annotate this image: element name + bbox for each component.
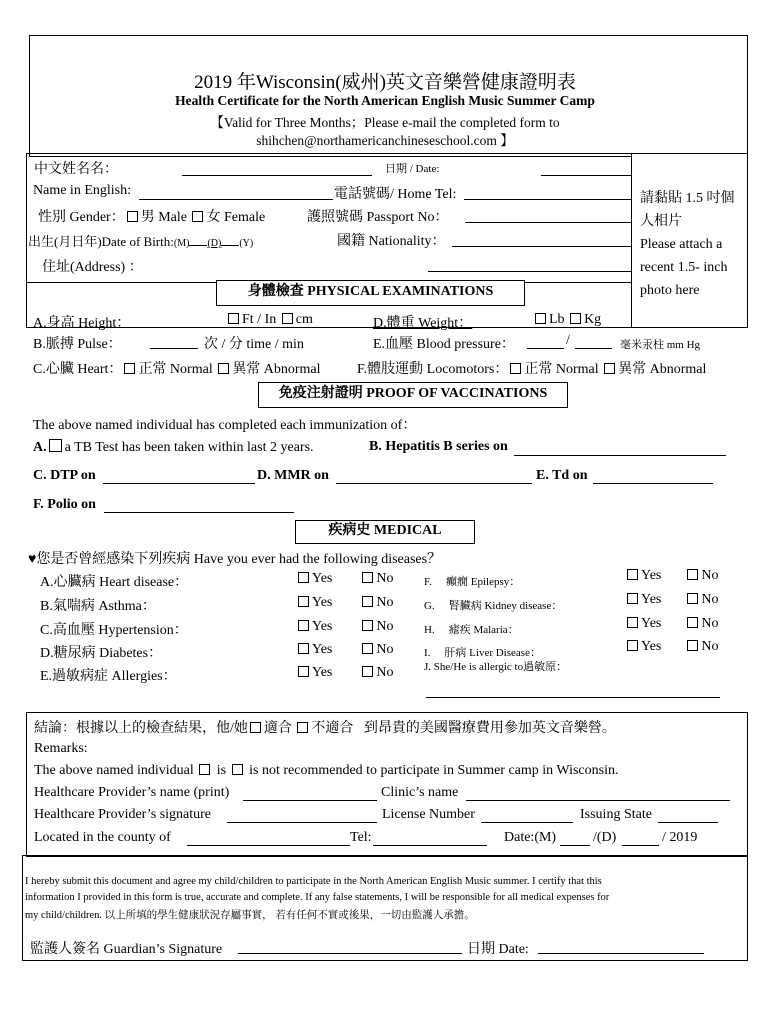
photo-instruction-en: Please attach a recent 1.5- inch photo here bbox=[640, 237, 728, 298]
gender-row bbox=[38, 206, 265, 226]
loco-normal-checkbox[interactable] bbox=[510, 363, 521, 374]
medical-header: 疾病史 MEDICAL bbox=[295, 520, 475, 544]
no-checkbox[interactable] bbox=[687, 593, 698, 604]
lb-checkbox[interactable] bbox=[535, 313, 546, 324]
heart-abnormal-label: 異常 Abnormal bbox=[232, 362, 321, 377]
no-label: No bbox=[376, 595, 394, 610]
yes-no-group bbox=[625, 592, 719, 608]
county-label: Located in the county of bbox=[34, 830, 171, 845]
chinese-name-label: 中文姓名名： bbox=[34, 162, 118, 177]
male-checkbox[interactable] bbox=[127, 211, 138, 222]
no-checkbox[interactable] bbox=[687, 569, 698, 580]
no-checkbox[interactable] bbox=[362, 666, 373, 677]
clinic-label: Clinic’s name bbox=[381, 785, 459, 800]
date-y-label: / 2019 bbox=[662, 830, 698, 845]
ft-in-label: Ft / In bbox=[242, 312, 277, 327]
locomotors-label: F.體肢運動 Locomotors： bbox=[357, 362, 509, 377]
pulse-label: B.脈搏 Pulse： bbox=[33, 337, 122, 352]
yes-checkbox[interactable] bbox=[298, 666, 309, 677]
fit-checkbox[interactable] bbox=[250, 722, 261, 733]
recommend-row bbox=[34, 763, 618, 779]
issuing-field[interactable] bbox=[658, 822, 718, 823]
disease-label: C.高血壓 Hypertension： bbox=[40, 623, 188, 638]
no-label: No bbox=[701, 592, 719, 607]
guardian-line2: information I provided in this form is true, accurate and complete. If any false statements, I will be responsible for all medical expenses for bbox=[25, 892, 610, 903]
english-name-field[interactable] bbox=[139, 199, 333, 200]
guardian-line1: I hereby submit this document and agree my child/children to participate in the North American English Music summer. I certify that this bbox=[25, 876, 602, 887]
disease-label: E.過敏病症 Allergies： bbox=[40, 669, 177, 684]
locomotors-row bbox=[357, 358, 706, 378]
yes-label: Yes bbox=[312, 665, 333, 680]
female-checkbox[interactable] bbox=[192, 211, 203, 222]
no-checkbox[interactable] bbox=[687, 617, 698, 628]
kg-checkbox[interactable] bbox=[570, 313, 581, 324]
home-tel-field[interactable] bbox=[464, 199, 631, 200]
disease-row bbox=[424, 621, 519, 637]
fit-label: 適合 bbox=[263, 721, 292, 736]
yes-checkbox[interactable] bbox=[627, 569, 638, 580]
medical-question: ♥您是否曾經感染下列疾病 Have you ever had the following diseases？ bbox=[28, 552, 442, 567]
guardian-line3: my child/children. 以上所填的學生健康狀況存屬事實， 若有任何不實或後果，一切由監護人承擔。 bbox=[25, 910, 475, 921]
no-label: No bbox=[376, 642, 394, 657]
no-label: No bbox=[701, 568, 719, 583]
bp-slash: / bbox=[566, 333, 570, 348]
disease-label: 瘧疾 Malaria： bbox=[448, 624, 519, 636]
tel-field[interactable] bbox=[373, 845, 487, 846]
yes-no-group bbox=[296, 665, 394, 681]
yes-no-group bbox=[625, 639, 719, 655]
provider-name-label: Healthcare Provider’s name (print) bbox=[34, 785, 230, 800]
dob-month: (M) bbox=[173, 238, 190, 249]
no-checkbox[interactable] bbox=[362, 620, 373, 631]
valid-note: 【Valid for Three Months；Please e-mail the completed form to bbox=[210, 115, 560, 130]
heart-normal-label: 正常 Normal bbox=[138, 362, 213, 377]
heart-label: C.心臟 Heart： bbox=[33, 362, 123, 377]
mmr-field[interactable] bbox=[336, 483, 532, 484]
yes-checkbox[interactable] bbox=[298, 596, 309, 607]
county-field[interactable] bbox=[187, 845, 350, 846]
no-label: No bbox=[701, 639, 719, 654]
gender-label: 性別 Gender： bbox=[38, 210, 125, 225]
yes-checkbox[interactable] bbox=[627, 617, 638, 628]
yes-label: Yes bbox=[312, 642, 333, 657]
tel-label: Tel: bbox=[350, 830, 372, 845]
email-line: shihchen@northamericanchineseschool.com 】 bbox=[256, 133, 514, 148]
license-field[interactable] bbox=[481, 822, 573, 823]
a-label: A. bbox=[33, 440, 47, 455]
dob-row bbox=[28, 231, 253, 250]
yes-label: Yes bbox=[641, 568, 662, 583]
yes-no-group bbox=[296, 595, 394, 611]
disease-label: 腎臟病 Kidney disease： bbox=[448, 600, 563, 612]
guardian-date-field[interactable] bbox=[538, 953, 704, 954]
yes-label: Yes bbox=[641, 592, 662, 607]
hep-b-field[interactable] bbox=[514, 455, 726, 456]
yes-checkbox[interactable] bbox=[298, 572, 309, 583]
dob-month-blank[interactable] bbox=[189, 245, 207, 246]
date-d-label: /(D) bbox=[593, 830, 617, 845]
issuing-label: Issuing State bbox=[580, 807, 652, 822]
heart-abnormal-checkbox[interactable] bbox=[218, 363, 229, 374]
heart-row bbox=[33, 358, 320, 378]
tb-checkbox[interactable] bbox=[49, 439, 62, 452]
pulse-unit: 次 / 分 time / min bbox=[204, 337, 304, 352]
home-tel-label: 電話號碼/ Home Tel: bbox=[334, 187, 457, 202]
loco-normal-label: 正常 Normal bbox=[524, 362, 599, 377]
guardian-sig-field[interactable] bbox=[238, 953, 462, 954]
guardian-date-label: 日期 Date: bbox=[467, 942, 529, 957]
yes-label: Yes bbox=[641, 639, 662, 654]
cm-checkbox[interactable] bbox=[282, 313, 293, 324]
vaccinations-header: 免疫注射證明 PROOF OF VACCINATIONS bbox=[258, 382, 568, 408]
is-checkbox[interactable] bbox=[199, 764, 210, 775]
dob-label: 出生(月日年)Date of Birth: bbox=[28, 234, 174, 249]
kg-label: Kg bbox=[584, 312, 602, 327]
disease-label: D.糖尿病 Diabetes： bbox=[40, 646, 163, 661]
disease-letter: G. bbox=[424, 600, 435, 612]
passport-field[interactable] bbox=[465, 222, 631, 223]
date-m-field[interactable] bbox=[560, 845, 590, 846]
disease-row bbox=[40, 665, 177, 685]
unfit-label: 不適合 bbox=[311, 721, 354, 736]
yes-checkbox[interactable] bbox=[298, 643, 309, 654]
photo-instruction-cn: 請黏貼 1.5 吋個人相片 bbox=[640, 191, 735, 229]
is-not-label: is not recommended to participate in Summer camp in Wisconsin. bbox=[249, 763, 619, 778]
yes-no-group bbox=[296, 619, 394, 635]
polio-field[interactable] bbox=[104, 512, 294, 513]
loco-abnormal-label: 異常 Abnormal bbox=[618, 362, 707, 377]
disease-letter: F. bbox=[424, 576, 432, 588]
yes-label: Yes bbox=[312, 595, 333, 610]
yes-checkbox[interactable] bbox=[627, 593, 638, 604]
chinese-name-field[interactable] bbox=[182, 175, 372, 176]
provider-sig-label: Healthcare Provider’s signature bbox=[34, 807, 212, 822]
disease-label: 肝病 Liver Disease： bbox=[444, 647, 541, 659]
nationality-label: 國籍 Nationality： bbox=[337, 234, 446, 249]
stmt-a: The above named individual bbox=[34, 763, 194, 778]
conclusion-cn-end: 到昂貴的美國醫療費用參加英文音樂營。 bbox=[363, 721, 616, 736]
bp-diastolic-field[interactable] bbox=[575, 348, 612, 349]
disease-row bbox=[424, 597, 562, 613]
disease-row bbox=[40, 642, 162, 662]
polio-label: F. Polio on bbox=[33, 497, 96, 512]
remarks-label: Remarks: bbox=[34, 741, 88, 756]
disease-label: B.氣喘病 Asthma： bbox=[40, 599, 156, 614]
date-m-label: Date:(M) bbox=[504, 830, 557, 845]
no-checkbox[interactable] bbox=[687, 640, 698, 651]
vaccination-intro: The above named individual has completed each immunization of： bbox=[33, 418, 417, 433]
yes-no-group bbox=[625, 616, 719, 632]
guardian-sig-label: 監護人簽名 Guardian’s Signature bbox=[30, 942, 223, 957]
hep-b-label: B. Hepatitis B series on bbox=[369, 439, 508, 454]
yes-label: Yes bbox=[312, 619, 333, 634]
nationality-field[interactable] bbox=[452, 246, 631, 247]
no-label: No bbox=[701, 616, 719, 631]
weight-units bbox=[533, 312, 601, 328]
yes-no-group bbox=[296, 571, 394, 587]
form-title-cn: 2019 年Wisconsin(威州)英文音樂營健康證明表 bbox=[194, 72, 576, 93]
is-label: is bbox=[216, 763, 227, 778]
weight-label: D.體重 Weight： bbox=[373, 316, 473, 331]
disease-row bbox=[40, 619, 188, 639]
date-label: 日期 / Date: bbox=[385, 163, 440, 175]
address-field[interactable] bbox=[428, 271, 631, 272]
yes-no-group bbox=[296, 642, 394, 658]
license-label: License Number bbox=[382, 807, 475, 822]
physical-header: 身體檢查 PHYSICAL EXAMINATIONS bbox=[216, 280, 525, 306]
disease-row bbox=[40, 595, 156, 615]
mmr-label: D. MMR on bbox=[257, 468, 329, 483]
height-label: A.身高 Height： bbox=[33, 316, 131, 331]
heart-normal-checkbox[interactable] bbox=[124, 363, 135, 374]
female-label: 女 Female bbox=[206, 210, 266, 225]
conclusion-row bbox=[34, 717, 616, 737]
date-d-field[interactable] bbox=[622, 845, 659, 846]
yes-label: Yes bbox=[641, 616, 662, 631]
disease-row bbox=[424, 573, 520, 589]
allergy-question: J. She/He is allergic to過敏原： bbox=[424, 661, 568, 673]
cm-label: cm bbox=[295, 312, 313, 327]
dob-year: (Y) bbox=[239, 238, 254, 249]
yes-label: Yes bbox=[312, 571, 333, 586]
ft-in-checkbox[interactable] bbox=[228, 313, 239, 324]
dtp-label: C. DTP on bbox=[33, 468, 96, 483]
lb-label: Lb bbox=[549, 312, 565, 327]
no-checkbox[interactable] bbox=[362, 643, 373, 654]
no-label: No bbox=[376, 571, 394, 586]
address-label: 住址(Address) ： bbox=[42, 260, 143, 275]
no-label: No bbox=[376, 619, 394, 634]
provider-name-field[interactable] bbox=[243, 800, 377, 801]
height-units bbox=[226, 312, 313, 328]
no-checkbox[interactable] bbox=[362, 572, 373, 583]
dtp-field[interactable] bbox=[103, 483, 255, 484]
unfit-checkbox[interactable] bbox=[297, 722, 308, 733]
tb-row bbox=[33, 439, 314, 456]
yes-checkbox[interactable] bbox=[627, 640, 638, 651]
disease-label: A.心臟病 Heart disease： bbox=[40, 575, 189, 590]
provider-sig-field[interactable] bbox=[227, 822, 377, 823]
is-not-checkbox[interactable] bbox=[232, 764, 243, 775]
td-field[interactable] bbox=[593, 483, 713, 484]
loco-abnormal-checkbox[interactable] bbox=[604, 363, 615, 374]
dob-day: (D) bbox=[207, 238, 222, 249]
td-label: E. Td on bbox=[536, 468, 588, 483]
dob-day-blank[interactable] bbox=[221, 245, 239, 246]
form-title-en: Health Certificate for the North American English Music Summer Camp bbox=[175, 93, 595, 108]
bp-systolic-field[interactable] bbox=[527, 348, 564, 349]
tb-text: a TB Test has been taken within last 2 years. bbox=[64, 440, 314, 455]
conclusion-cn: 結論：根據以上的檢查結果，他/她 bbox=[34, 721, 248, 736]
passport-label: 護照號碼 Passport No： bbox=[307, 210, 449, 225]
no-label: No bbox=[376, 665, 394, 680]
yes-no-group bbox=[625, 568, 719, 584]
weight-field[interactable] bbox=[478, 327, 533, 328]
male-label: 男 Male bbox=[140, 210, 187, 225]
pulse-field[interactable] bbox=[150, 348, 198, 349]
clinic-field[interactable] bbox=[466, 800, 730, 801]
bp-label: E.血壓 Blood pressure： bbox=[373, 337, 515, 352]
disease-letter: I. bbox=[424, 647, 431, 659]
allergy-field[interactable] bbox=[426, 697, 720, 698]
date-field[interactable] bbox=[541, 175, 631, 176]
disease-letter: H. bbox=[424, 624, 435, 636]
disease-row bbox=[40, 571, 188, 591]
bp-unit: 毫米汞柱 mm Hg bbox=[620, 339, 701, 351]
disease-label: 癲癇 Epilepsy： bbox=[446, 576, 521, 588]
english-name-label: Name in English: bbox=[33, 183, 131, 198]
no-checkbox[interactable] bbox=[362, 596, 373, 607]
yes-checkbox[interactable] bbox=[298, 620, 309, 631]
